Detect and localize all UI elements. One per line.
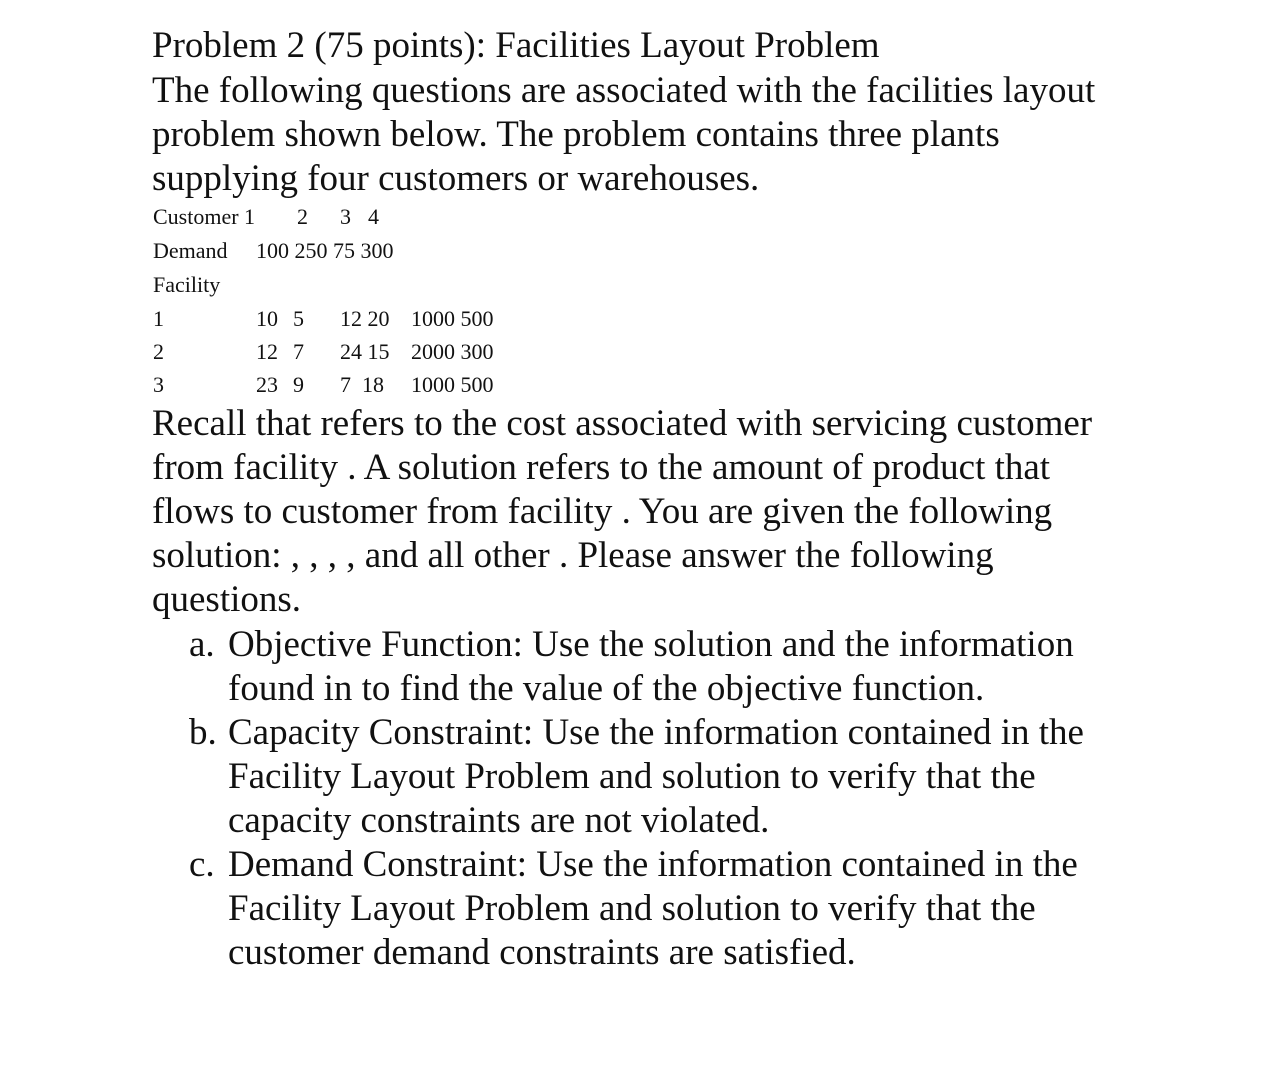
question-line: Facility Layout Problem and solution to verify that the bbox=[228, 888, 1036, 929]
capacity-cell: 1000 500 bbox=[411, 372, 494, 397]
recall-line: from facility . A solution refers to the amount of product that bbox=[152, 447, 1051, 488]
cost-cell: 5 bbox=[293, 306, 304, 331]
facility-id: 3 bbox=[153, 372, 164, 397]
intro-line: supplying four customers or warehouses. bbox=[152, 158, 760, 199]
question-line: Objective Function: Use the solution and the information bbox=[228, 624, 1074, 665]
customer-col: 2 bbox=[297, 204, 308, 229]
question-line: capacity constraints are not violated. bbox=[228, 800, 770, 841]
customer-label: Customer 1 bbox=[153, 204, 256, 229]
capacity-cell: 2000 300 bbox=[411, 339, 494, 364]
cost-cell: 9 bbox=[293, 372, 304, 397]
cost-cell: 12 20 bbox=[340, 306, 390, 331]
question-label: c. bbox=[189, 844, 215, 885]
cost-cell: 7 18 bbox=[340, 372, 384, 397]
recall-line: solution: , , , , and all other . Please answer the following bbox=[152, 535, 994, 576]
customer-col: 3 bbox=[340, 204, 351, 229]
demand-values: 100 250 75 300 bbox=[256, 238, 394, 263]
question-line: customer demand constraints are satisfied. bbox=[228, 932, 856, 973]
customer-col: 4 bbox=[368, 204, 379, 229]
intro-line: The following questions are associated with the facilities layout bbox=[152, 70, 1096, 111]
facility-id: 2 bbox=[153, 339, 164, 364]
demand-label: Demand bbox=[153, 238, 228, 263]
question-label: a. bbox=[189, 624, 215, 665]
cost-cell: 7 bbox=[293, 339, 304, 364]
facility-id: 1 bbox=[153, 306, 164, 331]
recall-line: flows to customer from facility . You are given the following bbox=[152, 491, 1053, 532]
recall-line: Recall that refers to the cost associated with servicing customer bbox=[152, 403, 1093, 444]
intro-line: problem shown below. The problem contains three plants bbox=[152, 114, 1000, 155]
cost-cell: 23 bbox=[256, 372, 278, 397]
cost-cell: 12 bbox=[256, 339, 278, 364]
problem-title: Problem 2 (75 points): Facilities Layout Problem bbox=[152, 25, 880, 66]
question-line: Facility Layout Problem and solution to verify that the bbox=[228, 756, 1036, 797]
cost-cell: 24 15 bbox=[340, 339, 390, 364]
facility-label: Facility bbox=[153, 272, 221, 297]
cost-cell: 10 bbox=[256, 306, 278, 331]
question-line: Capacity Constraint: Use the information contained in the bbox=[228, 712, 1084, 753]
recall-line: questions. bbox=[152, 579, 302, 620]
question-line: found in to find the value of the objective function. bbox=[228, 668, 985, 709]
capacity-cell: 1000 500 bbox=[411, 306, 494, 331]
question-label: b. bbox=[189, 712, 217, 753]
question-line: Demand Constraint: Use the information contained in the bbox=[228, 844, 1078, 885]
